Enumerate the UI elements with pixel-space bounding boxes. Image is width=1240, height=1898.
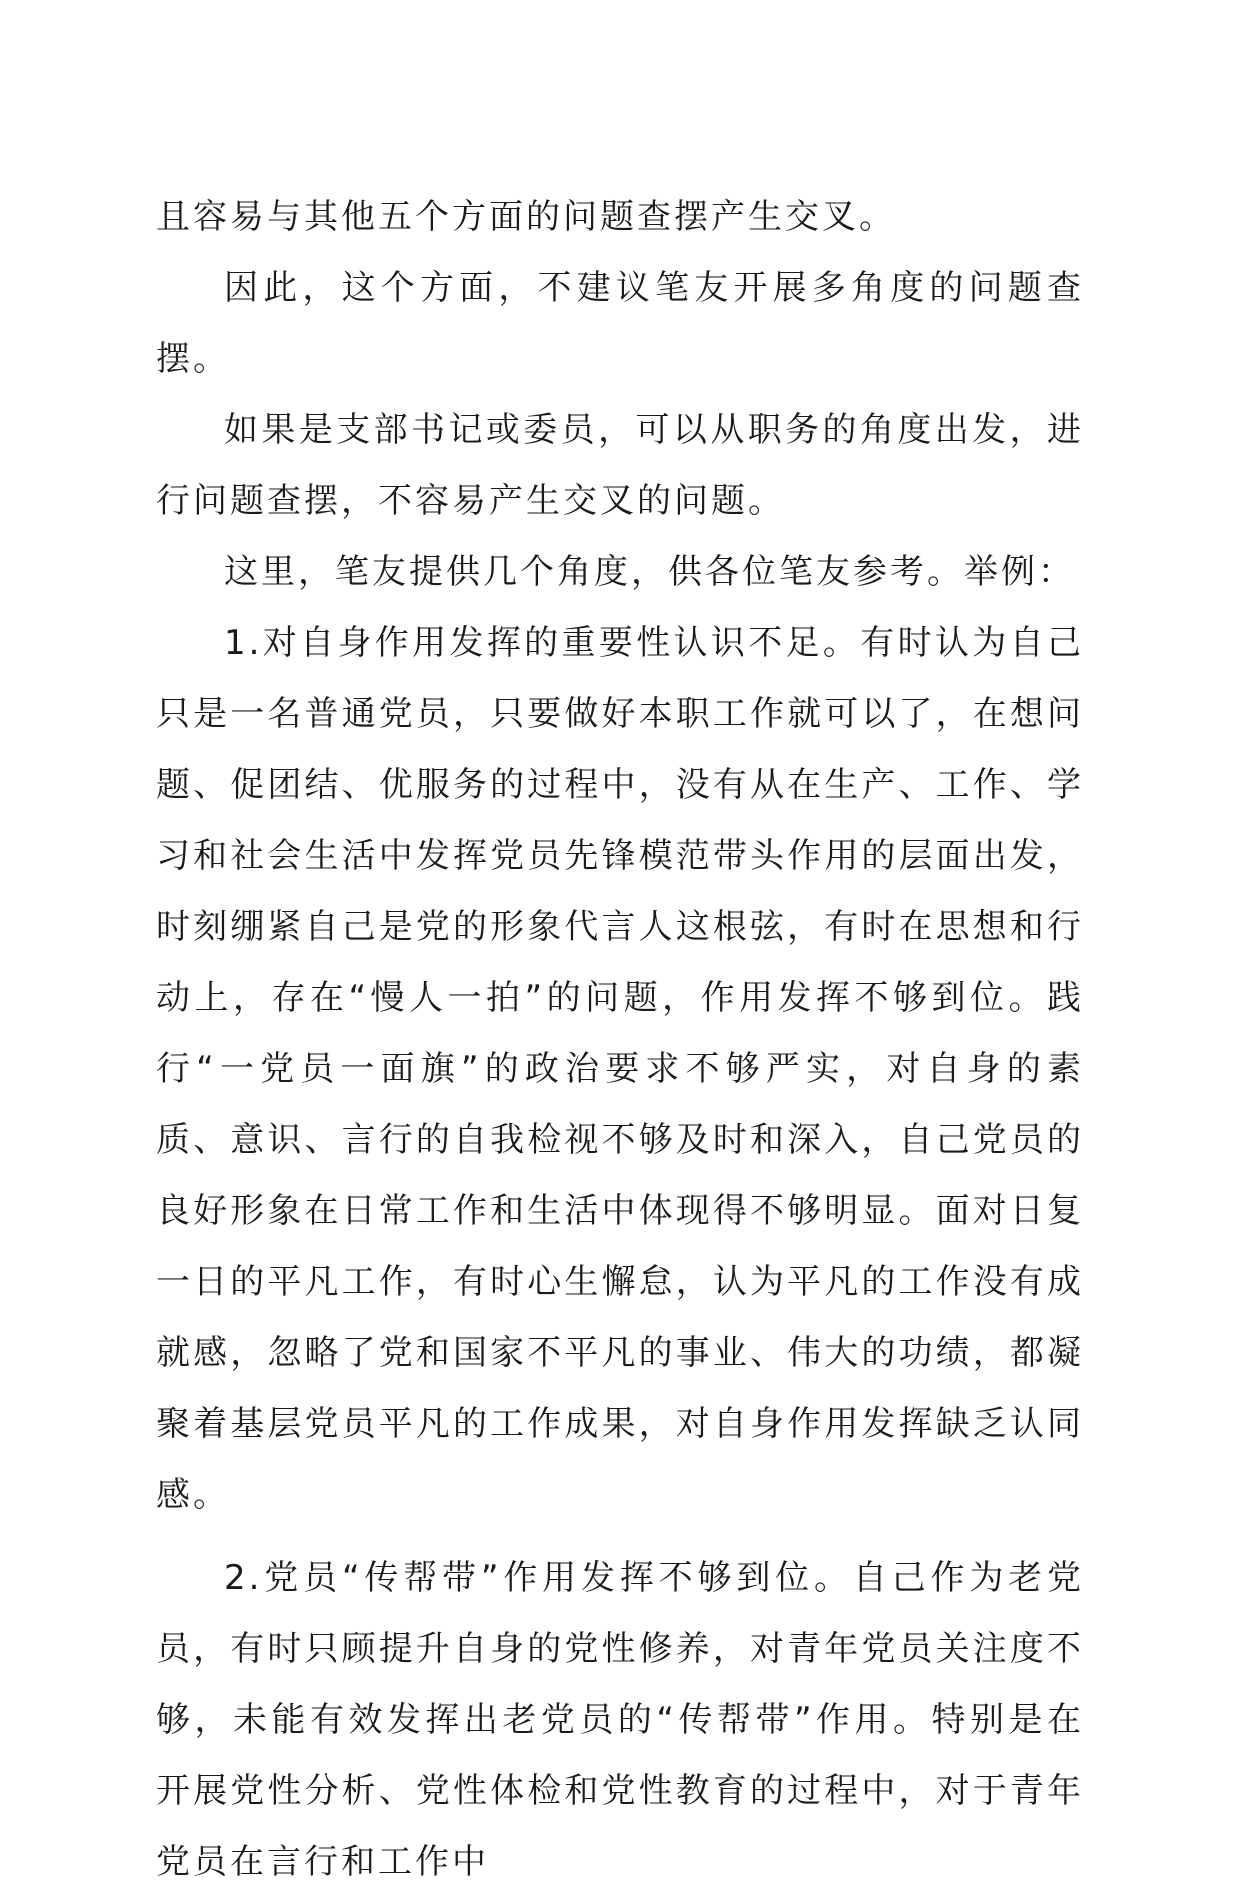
paragraph-therefore: 因此，这个方面，不建议笔友开展多角度的问题查摆。 [156,268,1084,379]
paragraph-continuation: 且容易与其他五个方面的问题查摆产生交叉。 [156,197,896,237]
document-body [156,182,1084,1898]
paragraph-example-1: 1.对自身作用发挥的重要性认识不足。有时认为自己只是一名普通党员，只要做好本职工作就可以了，在想问题、促团结、优服务的过程中，没有从在生产、工作、学习和社会生活中发挥党员先锋模范带头作用的层面出发，时刻绷紧自己是党的形象代言人这根弦，有时在思想和行动上，存在“慢人一拍”的问题，作用发挥不够到位。践行“一党员一面旗”的政治要求不够严实，对自身的素质、意识、言行的自我检视不够及时和深入，自己党员的良好形象在日常工作和生活中体现得不够明显。面对日复一日的平凡工作，有时心生懈怠，认为平凡的工作没有成就感，忽略了党和国家不平凡的事业、伟大的功绩，都凝聚着基层党员平凡的工作成果，对自身作用发挥缺乏认同感。 [156,623,1084,1515]
paragraph-branch-secretary: 如果是支部书记或委员，可以从职务的角度出发，进行问题查摆，不容易产生交叉的问题。 [156,410,1084,521]
paragraph-examples-intro: 这里，笔友提供几个角度，供各位笔友参考。举例： [224,552,1075,592]
paragraph-spacer [156,1531,1084,1543]
paragraph-example-2: 2.党员“传帮带”作用发挥不够到位。自己作为老党员，有时只顾提升自身的党性修养，对青年党员关注度不够，未能有效发挥出老党员的“传帮带”作用。特别是在开展党性分析、党性体检和党性教育的过程中，对于青年党员在言行和工作中 [156,1558,1084,1882]
